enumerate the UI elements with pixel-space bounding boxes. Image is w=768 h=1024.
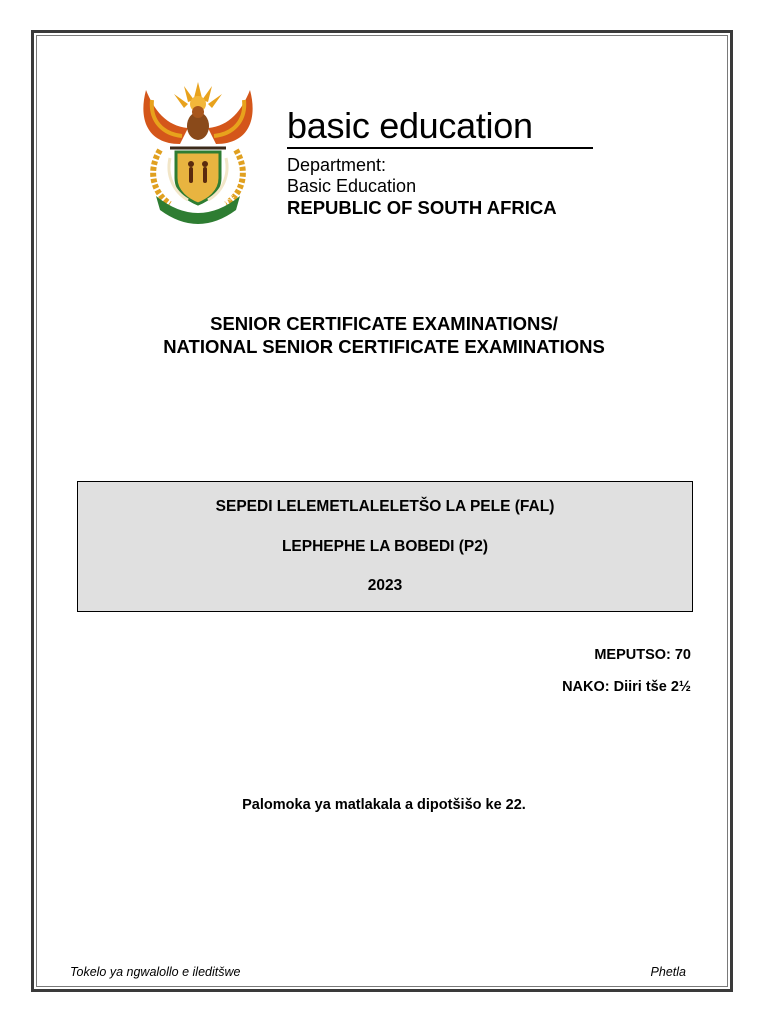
department-label: Department: <box>287 155 387 175</box>
turn-over-footer: Phetla <box>650 965 686 979</box>
exam-duration: NAKO: Diiri tše 2½ <box>562 679 691 695</box>
exam-year: 2023 <box>367 577 403 594</box>
total-marks: MEPUTSO: 70 <box>594 647 691 663</box>
copyright-footer: Tokelo ya ngwalollo e ileditšwe <box>70 965 241 979</box>
country-name: REPUBLIC OF SOUTH AFRICA <box>287 197 557 218</box>
subject-title: SEPEDI LELEMETLALELETŠO LA PELE (FAL) <box>215 498 555 515</box>
left-wheat <box>153 150 170 204</box>
exam-heading-line-2: NATIONAL SENIOR CERTIFICATE EXAMINATIONS <box>163 336 605 357</box>
brand-underline <box>287 147 593 149</box>
exam-heading-line-1: SENIOR CERTIFICATE EXAMINATIONS/ <box>210 313 558 334</box>
department-unit: Basic Education <box>287 176 417 196</box>
page-count-note: Palomoka ya matlakala a dipotšišo ke 22. <box>242 797 526 813</box>
exam-heading <box>40 312 728 358</box>
brand-title: basic education <box>287 105 533 146</box>
paper-number: LEPHEPHE LA BOBEDI (P2) <box>281 538 489 555</box>
subject-box <box>77 481 693 612</box>
crest-motto: !KE E: /XARRA //KE <box>168 191 237 215</box>
department-branding <box>287 106 599 219</box>
coat-of-arms-logo <box>136 80 260 226</box>
